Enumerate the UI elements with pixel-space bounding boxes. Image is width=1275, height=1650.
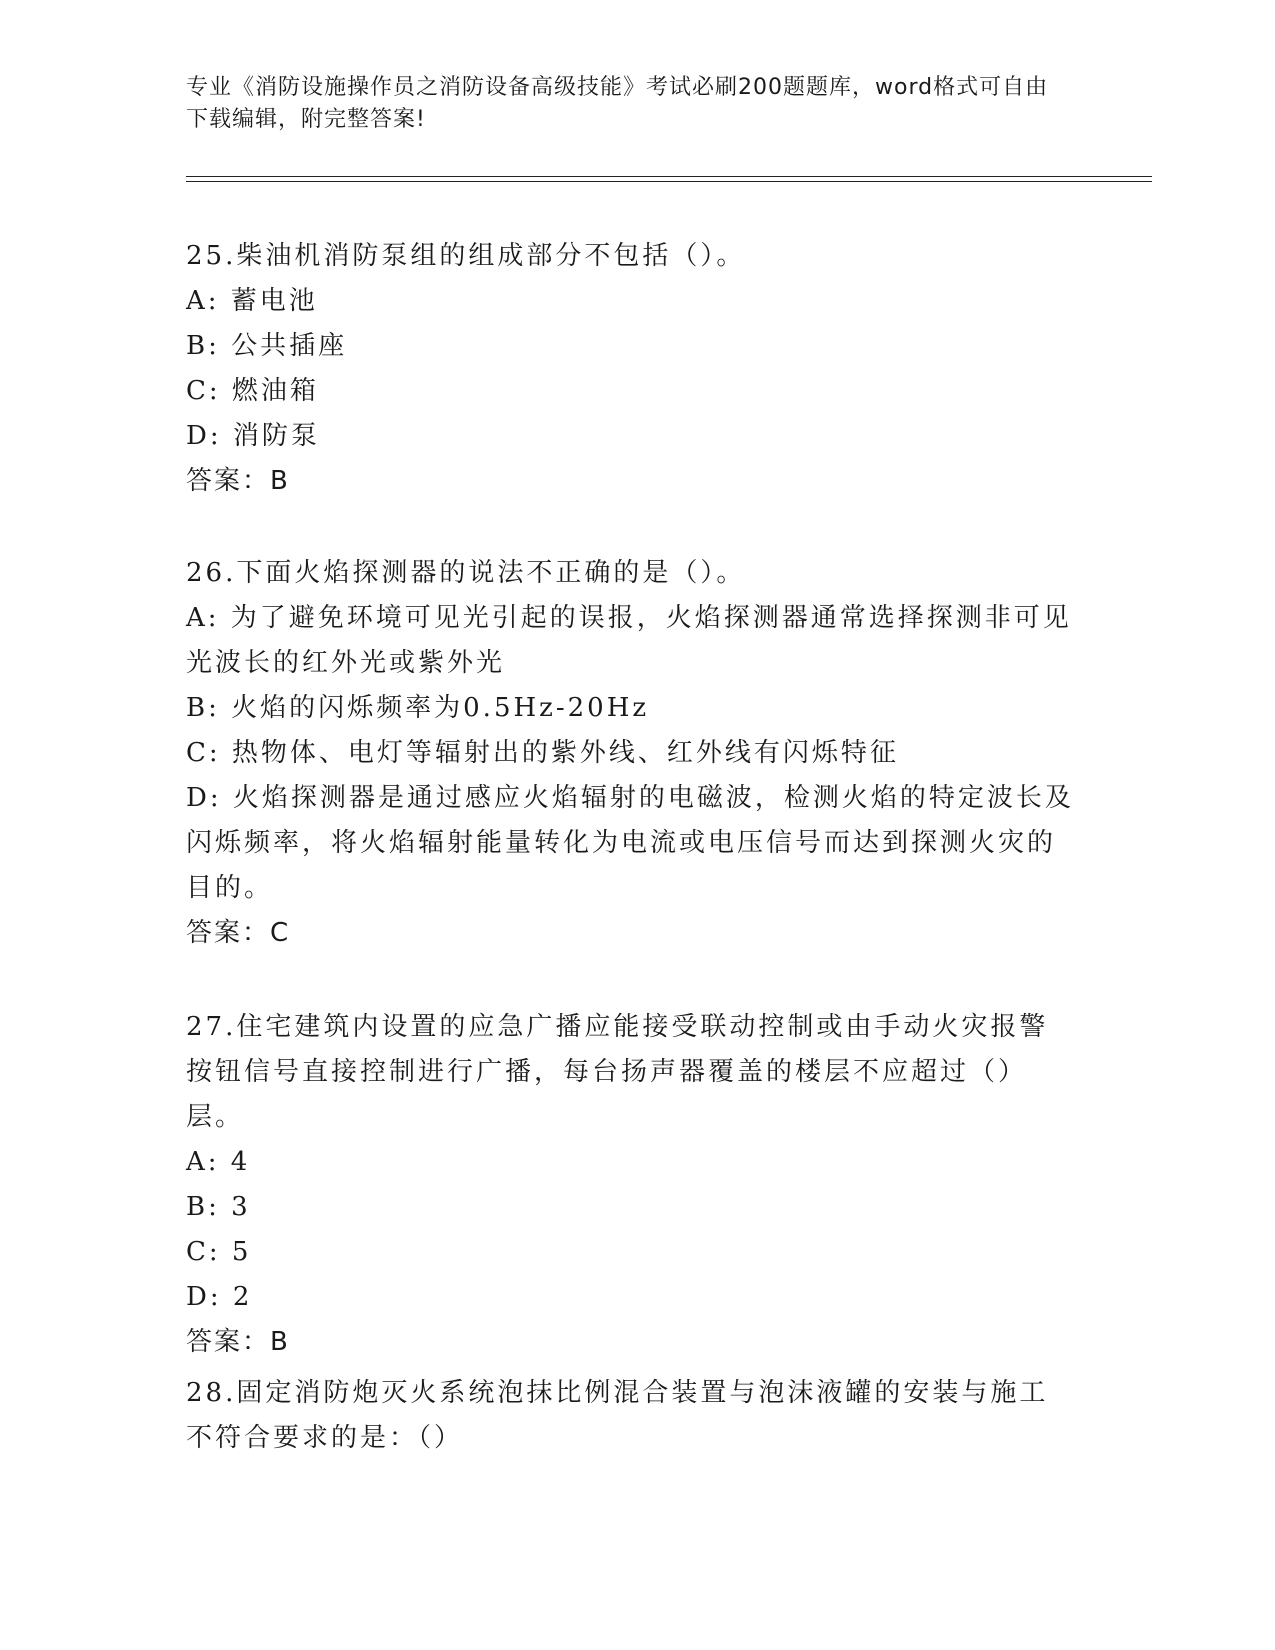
- question-25: [186, 234, 1076, 504]
- option-d: D: 2: [186, 1282, 253, 1312]
- answer-label: 答案：B: [186, 466, 290, 496]
- option-c: C: 5: [186, 1237, 252, 1267]
- answer-label: 答案：B: [186, 1327, 290, 1357]
- question-stem: 26.下面火焰探测器的说法不正确的是（）。: [186, 558, 746, 588]
- option-b: B: 3: [186, 1192, 251, 1222]
- question-26: [186, 551, 1076, 956]
- option-d: D: 火焰探测器是通过感应火焰辐射的电磁波，检测火焰的特定波长及闪烁频率，将火焰辐射能量转化为电流或电压信号而达到探测火灾的目的。: [186, 783, 1074, 903]
- document-header: 专业《消防设施操作员之消防设备高级技能》考试必刷200题题库，word格式可自由下载编辑，附完整答案!: [186, 75, 1049, 132]
- option-b: B: 火焰的闪烁频率为0.5Hz-20Hz: [186, 693, 650, 723]
- question-stem: 25.柴油机消防泵组的组成部分不包括（）。: [186, 241, 746, 271]
- header-divider: [186, 176, 1152, 177]
- option-c: C: 热物体、电灯等辐射出的紫外线、红外线有闪烁特征: [186, 738, 899, 768]
- option-a: A: 蓄电池: [186, 286, 318, 316]
- question-27: [186, 1005, 1076, 1365]
- question-stem: 28.固定消防炮灭火系统泡抹比例混合装置与泡沫液罐的安装与施工不符合要求的是：（）: [186, 1378, 1049, 1453]
- question-28: [186, 1371, 1076, 1461]
- option-a: A: 为了避免环境可见光引起的误报，火焰探测器通常选择探测非可见光波长的红外光或紫外光: [186, 603, 1072, 678]
- header-divider-second: [186, 181, 1152, 182]
- option-d: D: 消防泵: [186, 421, 320, 451]
- option-c: C: 燃油箱: [186, 376, 319, 406]
- answer-label: 答案：C: [186, 918, 291, 948]
- option-b: B: 公共插座: [186, 331, 348, 361]
- option-a: A: 4: [186, 1147, 251, 1177]
- question-stem: 27.住宅建筑内设置的应急广播应能接受联动控制或由手动火灾报警按钮信号直接控制进行广播，每台扬声器覆盖的楼层不应超过（）层。: [186, 1012, 1049, 1132]
